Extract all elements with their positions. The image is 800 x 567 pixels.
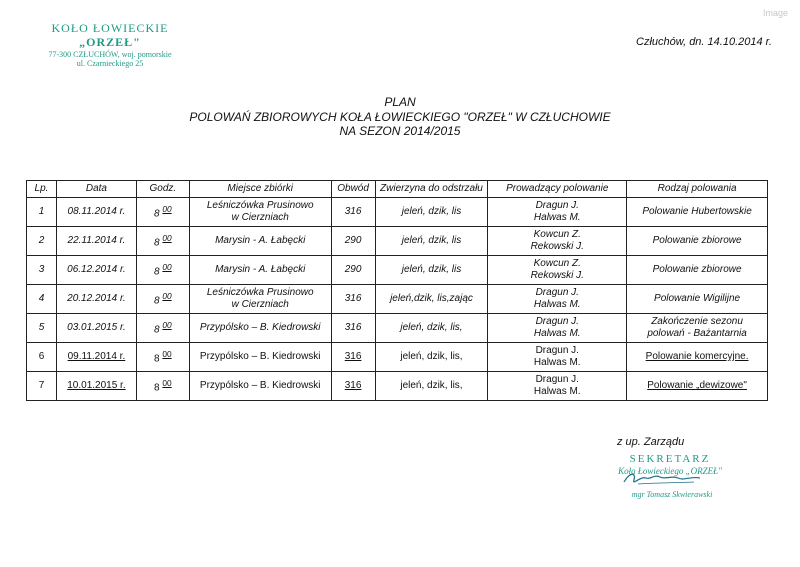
- rodzaj-line-1: Polowanie zbiorowe: [652, 264, 742, 275]
- rodzaj-line-1: Polowanie „dewizowe": [647, 380, 747, 391]
- cell-data: 09.11.2014 r.: [56, 343, 136, 372]
- secretary-stamp-title: SEKRETARZ: [629, 453, 711, 465]
- cell-miejsce: [189, 227, 331, 256]
- cell-rodzaj: [627, 227, 768, 256]
- cell-data: 22.11.2014 r.: [56, 227, 136, 256]
- cell-lp: 1: [27, 198, 57, 227]
- prowadzacy-line-2: Halwas M.: [533, 212, 581, 223]
- hunting-plan-table: [26, 180, 768, 401]
- cell-godz: [136, 285, 189, 314]
- cell-miejsce: [189, 256, 331, 285]
- cell-godz: [136, 227, 189, 256]
- cell-obwod: 316: [331, 372, 375, 401]
- rodzaj-line-1: Polowanie zbiorowe: [652, 235, 742, 246]
- cell-lp: 2: [27, 227, 57, 256]
- rodzaj-line-1: Polowanie Hubertowskie: [642, 206, 752, 217]
- prowadzacy-line-2: Rekowski J.: [530, 241, 584, 252]
- cell-zwierzyna: jeleń, dzik, lis,: [375, 372, 488, 401]
- prowadzacy-line-1: Dragun J.: [535, 316, 579, 327]
- miejsce-line-1: Marysin - A. Łabęcki: [215, 235, 306, 246]
- cell-rodzaj: [627, 285, 768, 314]
- cell-obwod: 316: [331, 314, 375, 343]
- cell-rodzaj: [627, 314, 768, 343]
- cell-rodzaj: [627, 343, 768, 372]
- header-rodzaj: Rodzaj polowania: [627, 181, 768, 198]
- cell-data: 20.12.2014 r.: [56, 285, 136, 314]
- cell-data: 08.11.2014 r.: [56, 198, 136, 227]
- table-row: [27, 285, 768, 314]
- stamp-line-4: ul. Czarnieckiego 25: [76, 58, 144, 68]
- minutes: 00: [162, 204, 172, 215]
- prowadzacy-line-1: Dragun J.: [535, 287, 579, 298]
- header-godz: Godz.: [136, 181, 189, 198]
- prowadzacy-line-2: Halwas M.: [533, 328, 581, 339]
- title-line-1: PLAN: [384, 95, 416, 109]
- table-row: [27, 314, 768, 343]
- prowadzacy-line-2: Halwas M.: [533, 299, 581, 310]
- prowadzacy-line-1: Dragun J.: [535, 200, 579, 211]
- cell-prowadzacy: [488, 372, 627, 401]
- minutes: 00: [162, 233, 172, 244]
- cell-zwierzyna: jeleń, dzik, lis,: [375, 314, 488, 343]
- cell-godz: [136, 343, 189, 372]
- cell-prowadzacy: [488, 198, 627, 227]
- miejsce-line-1: Przypólsko – B. Kiedrowski: [199, 380, 321, 391]
- prowadzacy-line-2: Halwas M.: [533, 357, 581, 368]
- hour: 8: [154, 237, 160, 249]
- hour: 8: [154, 295, 160, 307]
- minutes: 00: [162, 378, 172, 389]
- stamp-line-3: 77-300 CZŁUCHÓW, woj. pomorskie: [48, 49, 172, 59]
- rodzaj-line-1: Polowanie Wigilijne: [654, 293, 741, 304]
- header-miejsce: Miejsce zbiórki: [189, 181, 331, 198]
- on-behalf-label: z up. Zarządu: [617, 436, 685, 448]
- cell-rodzaj: [627, 198, 768, 227]
- cell-miejsce: [189, 198, 331, 227]
- miejsce-line-1: Przypólsko – B. Kiedrowski: [199, 322, 321, 333]
- prowadzacy-line-1: Dragun J.: [535, 345, 579, 356]
- header-obwod: Obwód: [331, 181, 375, 198]
- hour: 8: [154, 382, 160, 394]
- cell-obwod: 290: [331, 227, 375, 256]
- prowadzacy-line-1: Kowcun Z.: [533, 258, 581, 269]
- cell-miejsce: [189, 314, 331, 343]
- rodzaj-line-1: Polowanie komercyjne.: [645, 351, 749, 362]
- cell-prowadzacy: [488, 256, 627, 285]
- cell-lp: 3: [27, 256, 57, 285]
- cell-prowadzacy: [488, 285, 627, 314]
- prowadzacy-line-1: Dragun J.: [535, 374, 579, 385]
- secretary-stamp-club: Koła Łowieckiego „ORZEŁ": [618, 466, 722, 476]
- table-row: [27, 198, 768, 227]
- cell-obwod: 316: [331, 198, 375, 227]
- cell-data: 03.01.2015 r.: [56, 314, 136, 343]
- header-zwierzyna: Zwierzyna do odstrzału: [375, 181, 488, 198]
- title-line-2: POLOWAŃ ZBIOROWYCH KOŁA ŁOWIECKIEGO "ORZEŁ" W CZŁUCHOWIE: [189, 110, 611, 124]
- cell-godz: [136, 372, 189, 401]
- table-header-row: [27, 181, 768, 198]
- cell-prowadzacy: [488, 343, 627, 372]
- miejsce-line-1: Leśniczówka Prusinowo: [206, 287, 314, 298]
- cell-rodzaj: [627, 256, 768, 285]
- stamp-line-2: „ORZEŁ": [79, 34, 141, 49]
- miejsce-line-2: w Cierzniach: [231, 299, 289, 310]
- corner-mark: Image: [763, 8, 789, 18]
- table-row: [27, 256, 768, 285]
- miejsce-line-1: Marysin - A. Łabęcki: [215, 264, 306, 275]
- cell-zwierzyna: jeleń, dzik, lis: [375, 198, 488, 227]
- cell-godz: [136, 198, 189, 227]
- header-prowadzacy: Prowadzący polowanie: [488, 181, 627, 198]
- cell-prowadzacy: [488, 314, 627, 343]
- organization-stamp: [30, 22, 190, 68]
- cell-lp: 6: [27, 343, 57, 372]
- cell-lp: 4: [27, 285, 57, 314]
- cell-zwierzyna: jeleń,dzik, lis,zając: [375, 285, 488, 314]
- cell-obwod: 290: [331, 256, 375, 285]
- minutes: 00: [162, 320, 172, 331]
- cell-miejsce: [189, 343, 331, 372]
- secretary-name: mgr Tomasz Skwierawski: [631, 490, 713, 499]
- hour: 8: [154, 208, 160, 220]
- miejsce-line-2: w Cierzniach: [231, 212, 289, 223]
- cell-data: 10.01.2015 r.: [56, 372, 136, 401]
- cell-rodzaj: [627, 372, 768, 401]
- prowadzacy-line-2: Halwas M.: [533, 386, 581, 397]
- table-row: [27, 227, 768, 256]
- cell-data: 06.12.2014 r.: [56, 256, 136, 285]
- cell-zwierzyna: jeleń, dzik, lis: [375, 256, 488, 285]
- cell-miejsce: [189, 372, 331, 401]
- hour: 8: [154, 353, 160, 365]
- miejsce-line-1: Przypólsko – B. Kiedrowski: [199, 351, 321, 362]
- rodzaj-line-1: Zakończenie sezonu: [651, 316, 743, 327]
- table-row: [27, 343, 768, 372]
- stamp-line-1: KOŁO ŁOWIECKIE: [51, 21, 169, 35]
- miejsce-line-1: Leśniczówka Prusinowo: [206, 200, 314, 211]
- place-date: Człuchów, dn. 14.10.2014 r.: [636, 36, 772, 48]
- cell-obwod: 316: [331, 285, 375, 314]
- hour: 8: [154, 266, 160, 278]
- cell-obwod: 316: [331, 343, 375, 372]
- header-lp: Lp.: [27, 181, 57, 198]
- rodzaj-line-2: polowań - Bażantarnia: [647, 328, 747, 339]
- handwritten-signature-icon: [620, 468, 710, 490]
- hour: 8: [154, 324, 160, 336]
- minutes: 00: [162, 291, 172, 302]
- cell-godz: [136, 256, 189, 285]
- cell-godz: [136, 314, 189, 343]
- cell-lp: 5: [27, 314, 57, 343]
- prowadzacy-line-1: Kowcun Z.: [533, 229, 581, 240]
- minutes: 00: [162, 262, 172, 273]
- prowadzacy-line-2: Rekowski J.: [530, 270, 584, 281]
- cell-lp: 7: [27, 372, 57, 401]
- cell-zwierzyna: jeleń, dzik, lis,: [375, 343, 488, 372]
- minutes: 00: [162, 349, 172, 360]
- table-row: [27, 372, 768, 401]
- header-data: Data: [56, 181, 136, 198]
- cell-zwierzyna: jeleń, dzik, lis: [375, 227, 488, 256]
- cell-miejsce: [189, 285, 331, 314]
- title-line-3: NA SEZON 2014/2015: [339, 124, 461, 138]
- cell-prowadzacy: [488, 227, 627, 256]
